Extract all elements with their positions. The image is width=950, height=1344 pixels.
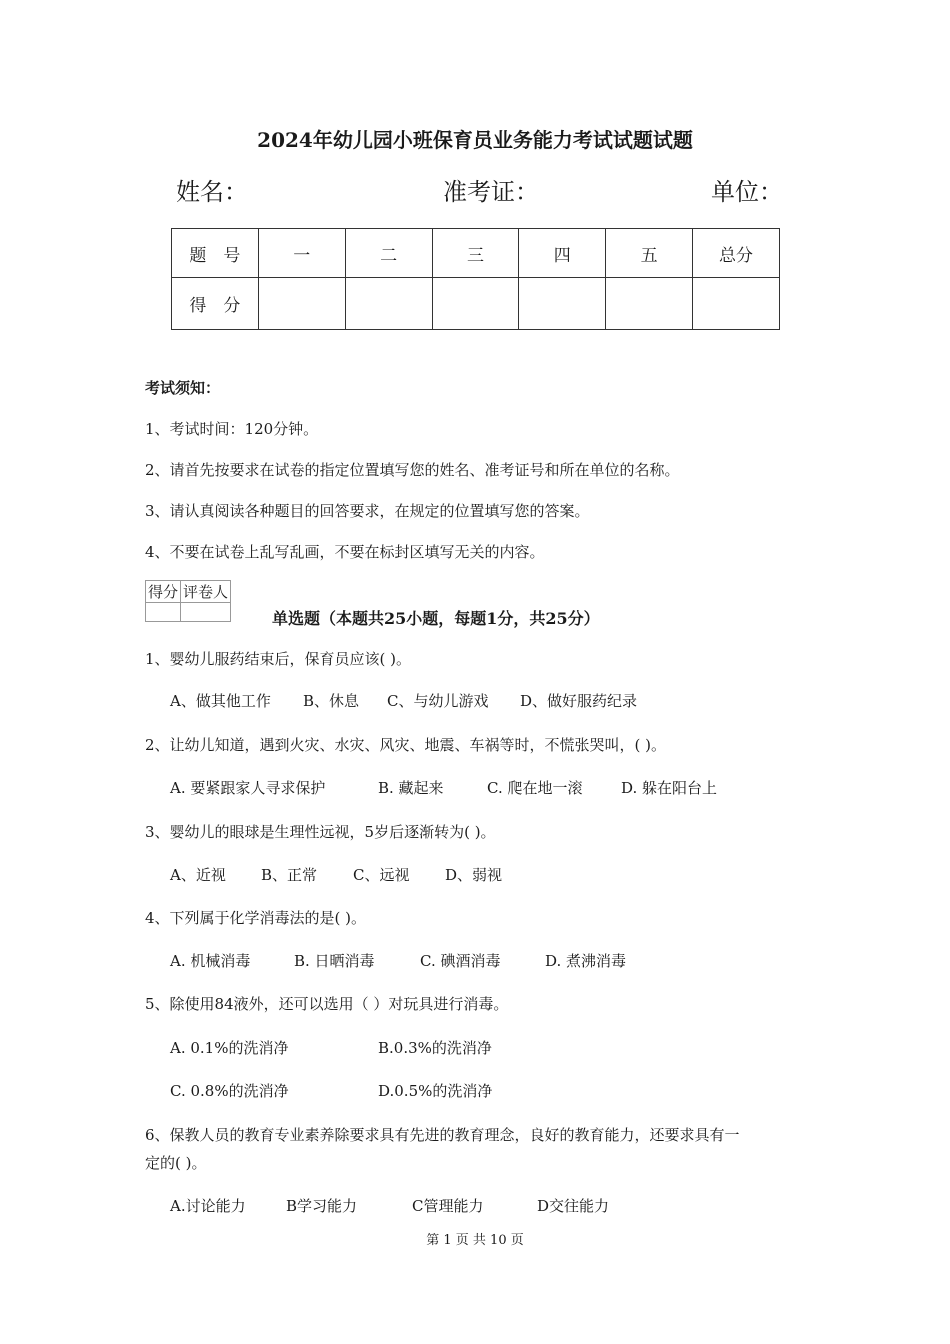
score-cell-label: 得 分 bbox=[172, 278, 259, 330]
page-title: 2024年幼儿园小班保育员业务能力考试试题试题 bbox=[257, 128, 693, 152]
grader-box-grader-label: 评卷人 bbox=[181, 581, 231, 603]
score-cell-empty[interactable] bbox=[345, 278, 432, 330]
score-cell-empty[interactable] bbox=[432, 278, 519, 330]
score-cell-header: 总分 bbox=[693, 229, 780, 278]
score-table bbox=[171, 228, 780, 330]
score-cell-empty[interactable] bbox=[258, 278, 345, 330]
option: D交往能力 bbox=[537, 1197, 610, 1215]
score-cell-header: 四 bbox=[519, 229, 606, 278]
option: B. 日晒消毒 bbox=[294, 952, 375, 970]
option: C. 0.8%的洗消净 bbox=[170, 1082, 289, 1100]
score-cell-header: 五 bbox=[606, 229, 693, 278]
option: C、与幼儿游戏 bbox=[387, 692, 489, 710]
section-heading: 单选题（本题共25小题，每题1分，共25分） bbox=[272, 609, 600, 628]
question-text-continued: 定的( )。 bbox=[145, 1154, 207, 1172]
option: D. 躲在阳台上 bbox=[621, 779, 718, 797]
option: C. 碘酒消毒 bbox=[420, 952, 501, 970]
question-text: 4、下列属于化学消毒法的是( )。 bbox=[145, 909, 367, 927]
question-text: 2、让幼儿知道，遇到火灾、水灾、风灾、地震、车祸等时，不慌张哭叫，( )。 bbox=[145, 736, 667, 754]
option: D、弱视 bbox=[445, 866, 503, 884]
grader-box-grader-cell[interactable] bbox=[181, 603, 231, 622]
option: A.讨论能力 bbox=[170, 1197, 246, 1215]
notice-item: 3、请认真阅读各种题目的回答要求，在规定的位置填写您的答案。 bbox=[145, 502, 590, 520]
notice-item: 4、不要在试卷上乱写乱画，不要在标封区填写无关的内容。 bbox=[145, 543, 545, 561]
score-cell-empty[interactable] bbox=[519, 278, 606, 330]
score-cell-header: 二 bbox=[345, 229, 432, 278]
page-footer: 第 1 页 共 10 页 bbox=[426, 1233, 524, 1248]
option: D.0.5%的洗消净 bbox=[378, 1082, 493, 1100]
question-text: 3、婴幼儿的眼球是生理性远视，5岁后逐渐转为( )。 bbox=[145, 823, 496, 841]
option: A. 机械消毒 bbox=[170, 952, 251, 970]
option: A、近视 bbox=[170, 866, 226, 884]
notice-item: 2、请首先按要求在试卷的指定位置填写您的姓名、准考证号和所在单位的名称。 bbox=[145, 461, 680, 479]
option: D. 煮沸消毒 bbox=[545, 952, 627, 970]
option: B、休息 bbox=[303, 692, 360, 710]
option: A. 0.1%的洗消净 bbox=[170, 1039, 289, 1057]
score-cell-label: 题 号 bbox=[172, 229, 259, 278]
score-cell-header: 三 bbox=[432, 229, 519, 278]
score-table-header-row bbox=[172, 229, 780, 278]
name-label: 姓名： bbox=[176, 178, 248, 206]
option: B学习能力 bbox=[286, 1197, 358, 1215]
grader-box bbox=[145, 580, 231, 622]
score-cell-header: 一 bbox=[258, 229, 345, 278]
grader-box-score-label: 得分 bbox=[146, 581, 181, 603]
option: D、做好服药纪录 bbox=[520, 692, 638, 710]
option: A、做其他工作 bbox=[170, 692, 271, 710]
option: B、正常 bbox=[261, 866, 318, 884]
option: B. 藏起来 bbox=[378, 779, 444, 797]
option: C、远视 bbox=[353, 866, 410, 884]
question-text: 6、保教人员的教育专业素养除要求具有先进的教育理念，良好的教育能力，还要求具有一 bbox=[145, 1126, 740, 1144]
unit-label: 单位： bbox=[711, 178, 783, 206]
grader-box-score-cell[interactable] bbox=[146, 603, 181, 622]
option: C管理能力 bbox=[412, 1197, 484, 1215]
option: C. 爬在地一滚 bbox=[487, 779, 583, 797]
option: A. 要紧跟家人寻求保护 bbox=[170, 779, 326, 797]
exam-number-label: 准考证： bbox=[443, 178, 539, 206]
score-cell-empty[interactable] bbox=[606, 278, 693, 330]
question-text: 5、除使用84液外，还可以选用（ ）对玩具进行消毒。 bbox=[145, 995, 509, 1013]
notice-heading: 考试须知： bbox=[145, 379, 221, 397]
notice-item: 1、考试时间：120分钟。 bbox=[145, 420, 319, 438]
question-text: 1、婴幼儿服药结束后，保育员应该( )。 bbox=[145, 650, 412, 668]
score-cell-empty[interactable] bbox=[693, 278, 780, 330]
score-table-score-row bbox=[172, 278, 780, 330]
option: B.0.3%的洗消净 bbox=[378, 1039, 492, 1057]
